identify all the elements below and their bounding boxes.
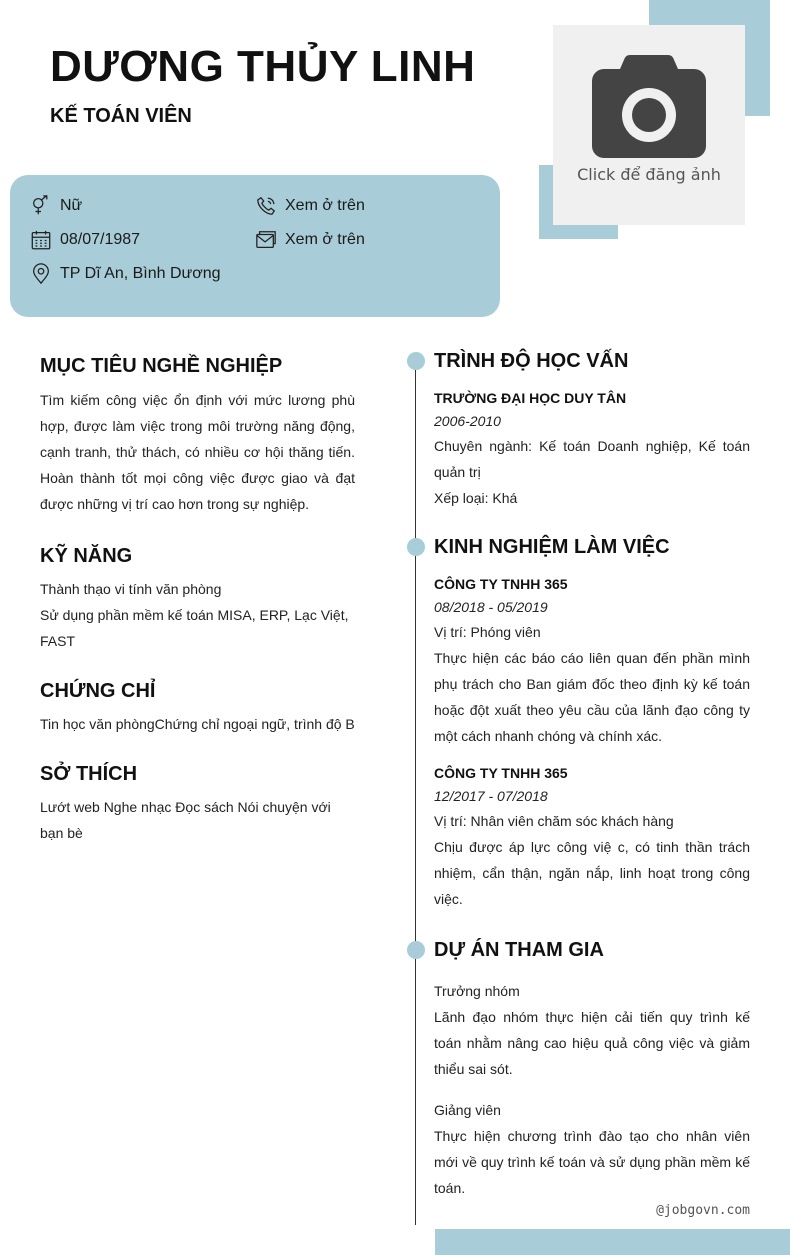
timeline-dot-experience bbox=[407, 538, 425, 556]
accent-block-bottom bbox=[435, 1229, 790, 1255]
job-description: Thực hiện các báo cáo liên quan đến phần mình phụ trách cho Ban giám đốc theo định kỳ kế toán hoặc đột xuất theo yêu cầu của lãnh đạo công ty một cách nhanh chóng và chính xác. bbox=[434, 650, 750, 744]
hobbies-text: Lướt web Nghe nhạc Đọc sách Nói chuyện với bạn bè bbox=[40, 799, 331, 841]
project-entry bbox=[434, 1097, 750, 1201]
job-description: Chịu được áp lực công việ c, có tinh thần trách nhiệm, cẩn thận, ngăn nắp, linh hoạt trong công việc. bbox=[434, 839, 750, 907]
job-company: CÔNG TY TNHH 365 bbox=[434, 765, 568, 781]
hobbies-heading: SỞ THÍCH bbox=[40, 763, 138, 785]
photo-upload-label: Click để đăng ảnh bbox=[577, 165, 721, 184]
address-value: TP Dĩ An, Bình Dương bbox=[60, 265, 221, 282]
skill-item: Sử dụng phần mềm kế toán MISA, ERP, Lạc Việt, FAST bbox=[40, 607, 349, 649]
contact-email bbox=[255, 229, 365, 251]
projects-section bbox=[434, 939, 750, 1201]
phone-icon bbox=[255, 195, 277, 217]
skill-item: Thành thạo vi tính văn phòng bbox=[40, 581, 222, 597]
school-name: TRƯỜNG ĐẠI HỌC DUY TÂN bbox=[434, 390, 627, 406]
project-description: Lãnh đạo nhóm thực hiện cải tiến quy trình kế toán nhằm nâng cao hiệu quả công việc và giảm thiểu sai sót. bbox=[434, 1009, 750, 1077]
gender-icon bbox=[30, 195, 52, 217]
birthday-value: 08/07/1987 bbox=[60, 231, 141, 248]
contact-birthday bbox=[30, 229, 140, 251]
job-entry bbox=[434, 762, 750, 912]
certificates-heading: CHỨNG CHỈ bbox=[40, 680, 156, 702]
projects-heading: DỰ ÁN THAM GIA bbox=[434, 939, 604, 961]
education-grade: Xếp loại: Khá bbox=[434, 490, 518, 506]
job-entry bbox=[434, 573, 750, 749]
education-section bbox=[434, 350, 750, 511]
contact-card bbox=[10, 175, 500, 317]
job-period: 12/2017 - 07/2018 bbox=[434, 788, 548, 804]
job-period: 08/2018 - 05/2019 bbox=[434, 599, 548, 615]
timeline-dot-projects bbox=[407, 941, 425, 959]
watermark: @jobgovn.com bbox=[656, 1203, 750, 1218]
job-position: Vị trí: Nhân viên chăm sóc khách hàng bbox=[434, 813, 674, 829]
left-column bbox=[40, 345, 355, 846]
photo-upload[interactable] bbox=[553, 25, 745, 225]
certificates-text: Tin học văn phòngChứng chỉ ngoại ngữ, trình độ B bbox=[40, 716, 355, 732]
contact-phone bbox=[255, 195, 365, 217]
job-company: CÔNG TY TNHH 365 bbox=[434, 576, 568, 592]
location-pin-icon bbox=[30, 263, 52, 285]
skills-list bbox=[40, 576, 355, 654]
calendar-icon bbox=[30, 229, 52, 251]
timeline-line bbox=[415, 355, 416, 1225]
contact-address bbox=[30, 263, 221, 285]
experience-section bbox=[434, 536, 750, 912]
contact-gender bbox=[30, 195, 82, 217]
project-role: Trưởng nhóm bbox=[434, 983, 520, 999]
job-position: Vị trí: Phóng viên bbox=[434, 624, 541, 640]
timeline-dot-education bbox=[407, 352, 425, 370]
project-description: Thực hiện chương trình đào tạo cho nhân viên mới về quy trình kế toán và sử dụng phần mềm kế toán. bbox=[434, 1128, 750, 1196]
camera-icon bbox=[592, 55, 706, 158]
objective-text: Tìm kiếm công việc ổn định với mức lương phù hợp, được làm việc trong môi trường năng động, cạnh tranh, thử thách, có nhiều cơ hội thăng tiến. Hoàn thành tốt mọi công việc được giao và đạt được những vị trí cao hơn trong sự nghiệp. bbox=[40, 392, 355, 512]
experience-heading: KINH NGHIỆM LÀM VIỆC bbox=[434, 536, 670, 558]
education-major: Chuyên ngành: Kế toán Doanh nghiệp, Kế toán quản trị bbox=[434, 438, 750, 480]
education-heading: TRÌNH ĐỘ HỌC VẤN bbox=[434, 350, 629, 372]
email-value: Xem ở trên bbox=[285, 231, 365, 248]
envelope-icon bbox=[255, 229, 277, 251]
education-period: 2006-2010 bbox=[434, 413, 501, 429]
project-entry bbox=[434, 978, 750, 1082]
gender-value: Nữ bbox=[60, 197, 83, 214]
skills-heading: KỸ NĂNG bbox=[40, 545, 133, 567]
job-title: KẾ TOÁN VIÊN bbox=[50, 105, 192, 127]
project-role: Giảng viên bbox=[434, 1102, 501, 1118]
candidate-name: DƯƠNG THỦY LINH bbox=[50, 42, 476, 91]
objective-heading: MỤC TIÊU NGHỀ NGHIỆP bbox=[40, 355, 283, 377]
phone-value: Xem ở trên bbox=[285, 197, 365, 214]
